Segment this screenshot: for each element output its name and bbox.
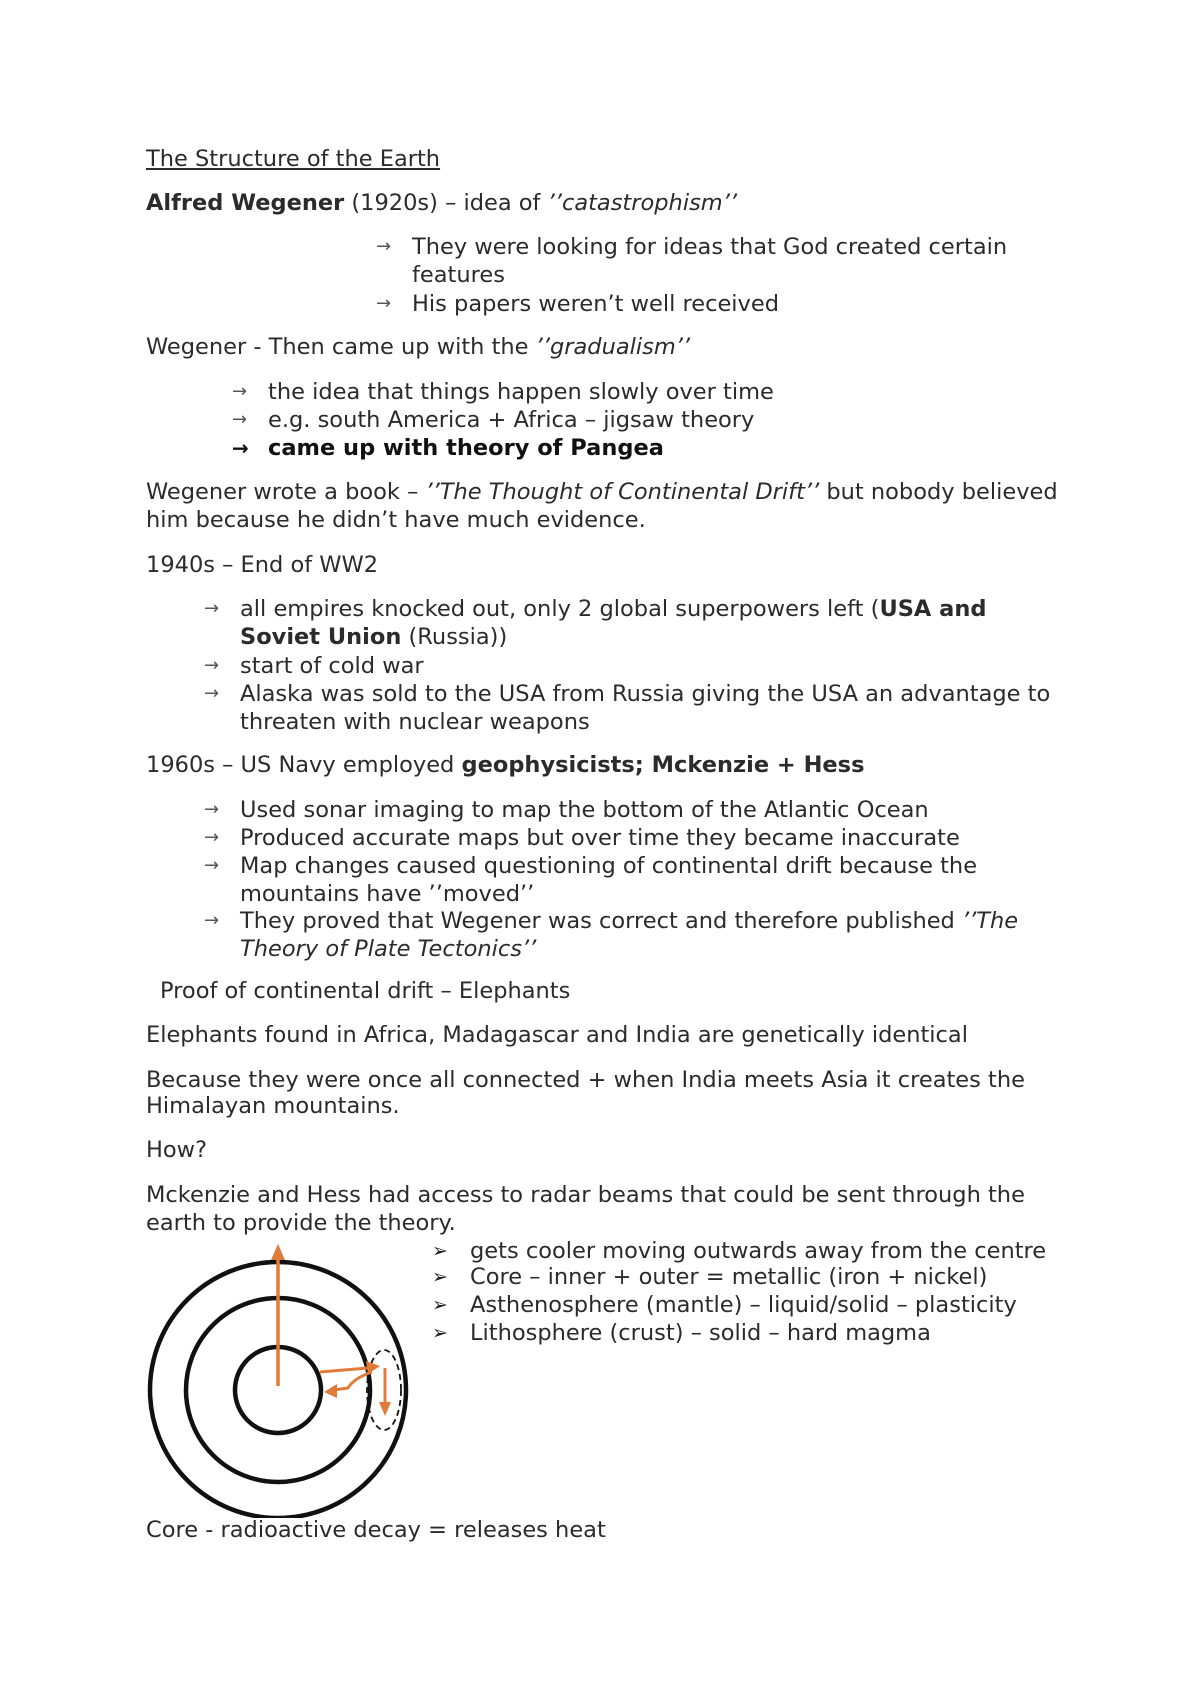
bullet-icon: ➢ xyxy=(432,1240,448,1262)
book-title: ’’The Thought of Continental Drift’’ xyxy=(425,479,820,505)
heat-arrow-head-icon xyxy=(271,1244,285,1260)
bullet-icon: ➢ xyxy=(432,1266,448,1288)
how-heading: How? xyxy=(146,1137,208,1163)
arrow-icon: → xyxy=(204,683,220,704)
radar-line-2: earth to provide the theory. xyxy=(146,1210,456,1236)
arrow-icon: → xyxy=(376,236,392,257)
earth-layers-diagram xyxy=(140,1238,420,1518)
wegener-name: Alfred Wegener xyxy=(146,190,345,216)
geophysicists: geophysicists; Mckenzie + Hess xyxy=(461,752,865,778)
book-line: Wegener wrote a book – ’’The Thought of Continental Drift’’ but nobody believed xyxy=(146,479,1058,505)
ww2-heading: 1940s – End of WW2 xyxy=(146,552,379,578)
because-line-1: Because they were once all connected + when India meets Asia it creates the xyxy=(146,1067,1025,1093)
arrow-icon: → xyxy=(376,293,392,314)
document-page: The Structure of the Earth Alfred Wegener (1920s) – idea of ’’catastrophism’’ → They were looking for ideas that God created certain features → His papers weren’t well received Wegener - Then came up with the ’’gradualism’’ → the idea that things happen slowly over time → e.g. south America + Africa – jigsaw theory → came up with theory of Pangea Wegener wrote a book – ’’The Thought of Continental Drift’’ but nobody believed him because he didn’t have much evidence. 1940s – End of WW2 → all empires knocked out, only 2 global superpowers left (USA and Soviet Union (Russia)) → start of cold war → Alaska was sold to the USA from Russia giving the USA an advantage to threaten with nuclear weapons 1960s – US Navy employed geophysicists; Mckenzie + Hess → Used sonar imaging to map the bottom of the Atlantic Ocean → Produced accurate maps but over time they became inaccurate → Map changes caused questioning of continental drift because the mountains have ’’moved’’ → They proved that Wegener was correct and therefore published ’’The Theory of Plate Tectonics’’ Proof of continental drift – Elephants Elephants found in Africa, Madagascar and India are genetically identical Because they were once all connected + when India meets Asia it creates the Himalayan mountains. How? Mckenzie and Hess had access to radar beams that could be sent through the earth to provide the theory. ➢ gets cooler moving outwards away from the centre ➢ Core – inner + outer = metallic (iron + nickel) ➢ Asthenosphere (mantle) – liquid/solid – plasticity ➢ Lithosphere (crust) – solid – hard magma Core - radioactive decay = releases heat xyxy=(0,0,1200,1700)
arrow-icon: → xyxy=(204,855,220,876)
page-title: The Structure of the Earth xyxy=(146,146,441,172)
convection-arrow-out xyxy=(320,1368,368,1372)
proof-heading: Proof of continental drift – Elephants xyxy=(160,978,571,1004)
radar-line-1: Mckenzie and Hess had access to radar beams that could be sent through the xyxy=(146,1182,1025,1208)
intro-rest: (1920s) – idea of xyxy=(344,190,548,216)
catastrophism-term: ’’catastrophism’’ xyxy=(547,190,738,216)
gradualism-line: Wegener - Then came up with the ’’gradualism’’ xyxy=(146,334,691,360)
intro-line xyxy=(146,189,737,217)
arrow-icon: → xyxy=(204,598,220,619)
arrow-icon: → xyxy=(232,436,249,460)
arrow-icon: → xyxy=(204,655,220,676)
convection-arrow-head-icon xyxy=(379,1402,391,1416)
bullet-icon: ➢ xyxy=(432,1294,448,1316)
core-heat-line: Core - radioactive decay = releases heat xyxy=(146,1517,606,1543)
navy-line: 1960s – US Navy employed geophysicists; Mckenzie + Hess xyxy=(146,752,865,778)
arrow-icon: → xyxy=(232,409,248,430)
arrow-icon: → xyxy=(232,381,248,402)
arrow-icon: → xyxy=(204,910,220,931)
book-line-2: him because he didn’t have much evidence. xyxy=(146,507,646,533)
arrow-icon: → xyxy=(204,799,220,820)
elephants-line: Elephants found in Africa, Madagascar and India are genetically identical xyxy=(146,1022,968,1048)
convection-arrow-head-icon xyxy=(324,1384,337,1398)
because-line-2: Himalayan mountains. xyxy=(146,1093,400,1119)
arrow-icon: → xyxy=(204,827,220,848)
bullet-icon: ➢ xyxy=(432,1322,448,1344)
gradualism-term: ’’gradualism’’ xyxy=(535,334,691,360)
